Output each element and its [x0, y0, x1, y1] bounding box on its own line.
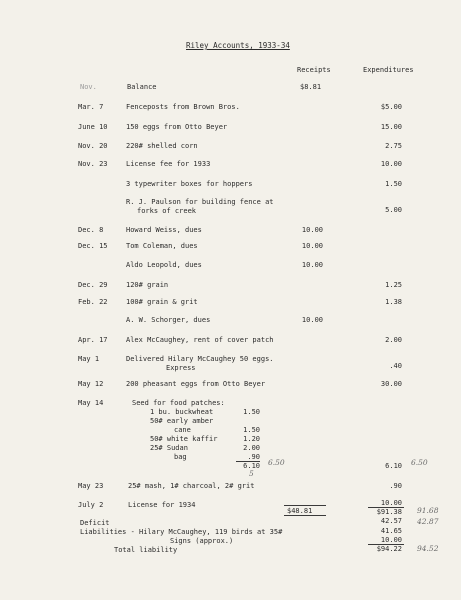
seed-item-amt: 1.50: [243, 408, 260, 416]
seed-exp: 6.10: [385, 462, 402, 470]
exp-total-handwritten: 91.68: [417, 506, 439, 515]
seed-item-amt: 1.20: [243, 435, 260, 443]
balance-label: Balance: [127, 83, 157, 91]
row-desc: Delivered Hilary McCaughey 50 eggs.: [126, 355, 274, 363]
seed-item-label: 50# white kaffir: [150, 435, 218, 443]
row-desc: 3 typewriter boxes for hoppers: [126, 180, 253, 188]
row-exp: 5.00: [385, 206, 402, 214]
seed-item-label: cane: [174, 426, 191, 434]
balance-receipt: $8.81: [300, 83, 322, 91]
document-title: Riley Accounts, 1933-34: [186, 41, 290, 50]
row-exp: 15.00: [380, 123, 402, 131]
row-exp: 10.00: [380, 499, 402, 507]
seed-heading: Seed for food patches:: [132, 399, 225, 407]
deficit-handwritten: 42.87: [417, 517, 439, 526]
seed-item-label: 50# early amber: [150, 417, 214, 425]
seed-subtotal-handwritten: 6.50: [268, 458, 285, 467]
seed-exp-handwritten: 6.50: [411, 458, 428, 467]
row-desc: 200 pheasant eggs from Otto Beyer: [126, 380, 266, 388]
row-date: Dec. 29: [78, 281, 108, 289]
row-exp: 10.00: [380, 160, 402, 168]
row-desc: Fenceposts from Brown Bros.: [126, 103, 240, 111]
total-liability-value: $94.22: [376, 545, 402, 553]
seed-item-amt: 2.00: [243, 444, 260, 452]
total-liability-handwritten: 94.52: [417, 544, 439, 553]
row-desc: 100# grain & grit: [126, 298, 198, 306]
row-date: Nov. 20: [78, 142, 108, 150]
row-desc: A. W. Schorger, dues: [126, 316, 211, 324]
receipts-total-rule-top: [284, 505, 326, 506]
expenditures-header: Expenditures: [363, 66, 414, 74]
signs-value: 10.00: [380, 536, 402, 544]
seed-item-label: 1 bu. buckwheat: [150, 408, 214, 416]
row-date: Dec. 8: [78, 226, 104, 234]
seed-item-amt: 1.50: [243, 426, 260, 434]
seed-item-label: 25# Sudan: [150, 444, 188, 452]
row-date: Dec. 15: [78, 242, 108, 250]
deficit-value: 42.57: [380, 517, 402, 525]
total-liability-label: Total liability: [114, 546, 178, 554]
row-date: Mar. 7: [78, 103, 104, 111]
row-desc: 25# mash, 1# charcoal, 2# grit: [128, 482, 255, 490]
row-desc: Alex McCaughey, rent of cover patch: [126, 336, 274, 344]
row-desc: Aldo Leopold, dues: [126, 261, 202, 269]
seed-subtotal-mark: 5: [249, 469, 254, 478]
row-date: May 12: [78, 380, 104, 388]
exp-total: $91.38: [376, 508, 402, 516]
row-exp: 1.38: [385, 298, 402, 306]
liabilities-value: 41.65: [380, 527, 402, 535]
row-rec: 10.00: [301, 242, 323, 250]
row-desc: License for 1934: [128, 501, 196, 509]
liabilities-label: Liabilities - Hilary McCaughey, 119 birds at 35#: [80, 528, 283, 536]
row-desc-cont: Express: [166, 364, 196, 372]
deficit-label: Deficit: [80, 519, 110, 527]
receipts-total: $48.81: [287, 507, 313, 515]
row-exp: $5.00: [380, 103, 402, 111]
row-date: Feb. 22: [78, 298, 108, 306]
row-exp: 2.00: [385, 336, 402, 344]
row-desc: Tom Coleman, dues: [126, 242, 198, 250]
row-desc-cont: forks of creek: [137, 207, 197, 215]
receipts-header: Receipts: [297, 66, 331, 74]
row-desc: R. J. Paulson for building fence at: [126, 198, 274, 206]
seed-item-amt: .90: [247, 453, 260, 461]
row-exp: 30.00: [380, 380, 402, 388]
row-desc: License fee for 1933: [126, 160, 211, 168]
row-desc: Howard Weiss, dues: [126, 226, 202, 234]
row-desc: 220# shelled corn: [126, 142, 198, 150]
row-rec: 10.00: [301, 226, 323, 234]
row-exp: .40: [389, 362, 402, 370]
row-rec: 10.00: [301, 316, 323, 324]
row-exp: 1.25: [385, 281, 402, 289]
row-date: July 2: [78, 501, 104, 509]
receipts-total-rule-bottom: [284, 515, 326, 516]
seed-item-label: bag: [174, 453, 187, 461]
row-date: Nov. 23: [78, 160, 108, 168]
row-exp: 2.75: [385, 142, 402, 150]
row-rec: 10.00: [301, 261, 323, 269]
row-exp: .90: [389, 482, 402, 490]
seed-subtotal: 6.10: [243, 462, 260, 470]
seed-date: May 14: [78, 399, 104, 407]
row-exp: 1.50: [385, 180, 402, 188]
balance-date: Nov.: [80, 83, 97, 91]
row-desc: 150 eggs from Otto Beyer: [126, 123, 228, 131]
row-desc: 120# grain: [126, 281, 169, 289]
row-date: Apr. 17: [78, 336, 108, 344]
row-date: May 1: [78, 355, 100, 363]
row-date: May 23: [78, 482, 104, 490]
signs-label: Signs (approx.): [170, 537, 234, 545]
row-date: June 10: [78, 123, 108, 131]
